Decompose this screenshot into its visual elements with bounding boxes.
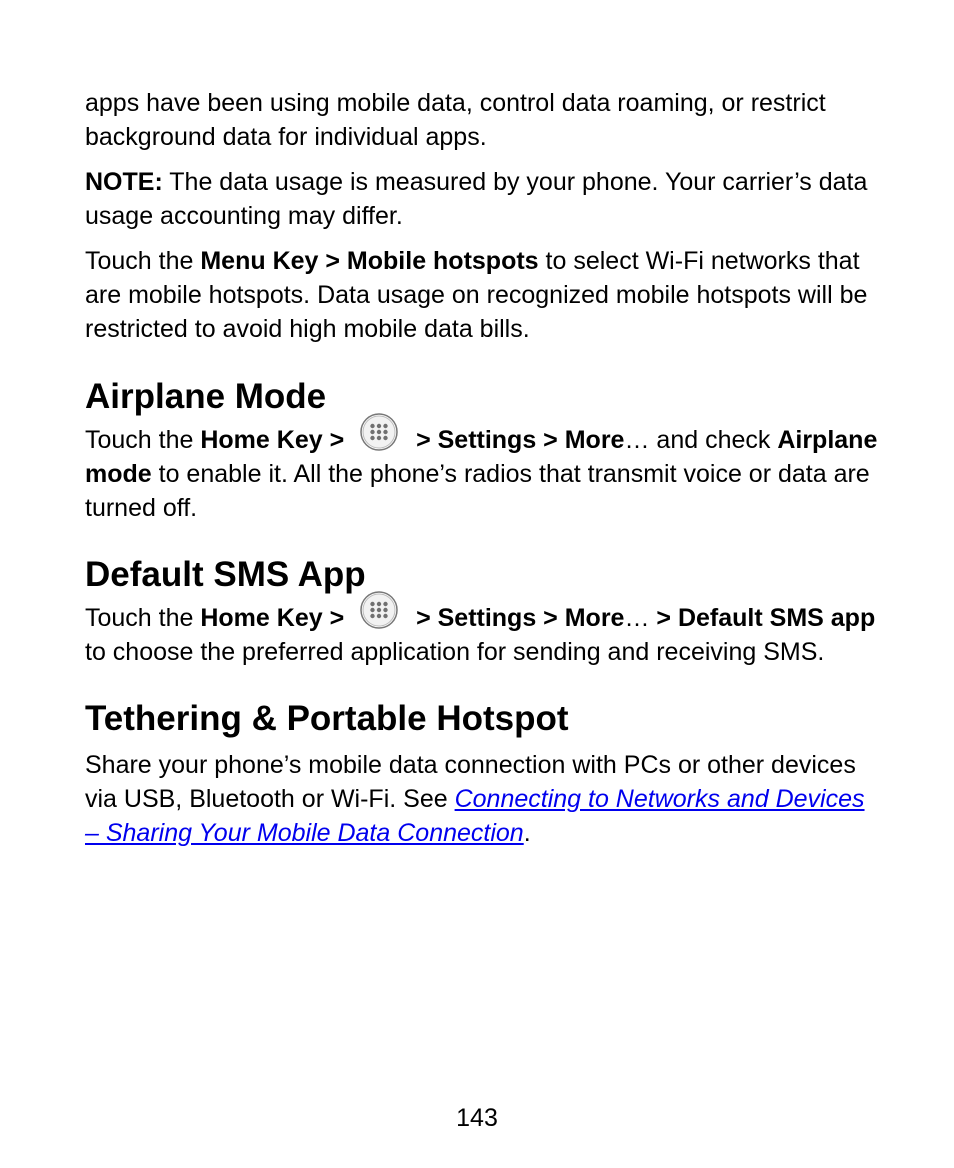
note-label: NOTE: xyxy=(85,168,163,196)
apps-grid-icon xyxy=(359,598,399,632)
apps-grid-icon xyxy=(359,420,399,454)
hotspot-menu-path: Menu Key > Mobile hotspots xyxy=(200,247,539,275)
hotspot-paragraph xyxy=(85,244,885,346)
airplane-settings-path: > Settings > More xyxy=(409,426,625,454)
sms-pre: Touch the xyxy=(85,604,201,632)
tethering-heading: Tethering & Portable Hotspot xyxy=(85,699,569,738)
airplane-pre: Touch the xyxy=(85,426,201,454)
sms-default-option: > Default SMS app xyxy=(656,604,876,632)
airplane-post: to enable it. All the phone’s radios that transmit voice or data are turned off. xyxy=(85,460,870,522)
sms-ellipsis: … xyxy=(624,604,657,632)
intro-text: apps have been using mobile data, control data roaming, or restrict background data for individual apps. xyxy=(85,89,826,151)
hotspot-post: to select Wi-Fi networks that are mobile hotspots. Data usage on recognized mobile hotspots will be restricted to avoid high mobile data bills. xyxy=(85,247,868,343)
sms-home-key: Home Key > xyxy=(200,604,352,632)
default-sms-heading: Default SMS App xyxy=(85,555,366,594)
sms-post: to choose the preferred application for sending and receiving SMS. xyxy=(85,638,825,666)
tethering-pre: Share your phone’s mobile data connection with PCs or other devices via USB, Bluetooth or Wi-Fi. See xyxy=(85,751,856,813)
airplane-ellipsis: … and check xyxy=(624,426,778,454)
airplane-home-key: Home Key > xyxy=(200,426,352,454)
airplane-mode-option: Airplane mode xyxy=(85,426,878,488)
hotspot-pre: Touch the xyxy=(85,247,201,275)
sms-settings-path: > Settings > More xyxy=(409,604,625,632)
airplane-mode-heading: Airplane Mode xyxy=(85,377,327,416)
note-text: The data usage is measured by your phone. Your carrier’s data usage accounting may differ. xyxy=(85,168,868,230)
intro-paragraph xyxy=(85,86,885,154)
airplane-mode-paragraph xyxy=(85,420,885,525)
page-number: 143 xyxy=(456,1104,498,1132)
connecting-networks-link[interactable]: Connecting to Networks and Devices – Sharing Your Mobile Data Connection xyxy=(85,785,865,847)
tethering-paragraph xyxy=(85,748,885,850)
default-sms-paragraph xyxy=(85,598,885,669)
note-paragraph xyxy=(85,165,885,233)
tethering-post: . xyxy=(523,819,531,847)
document-page xyxy=(85,86,885,850)
